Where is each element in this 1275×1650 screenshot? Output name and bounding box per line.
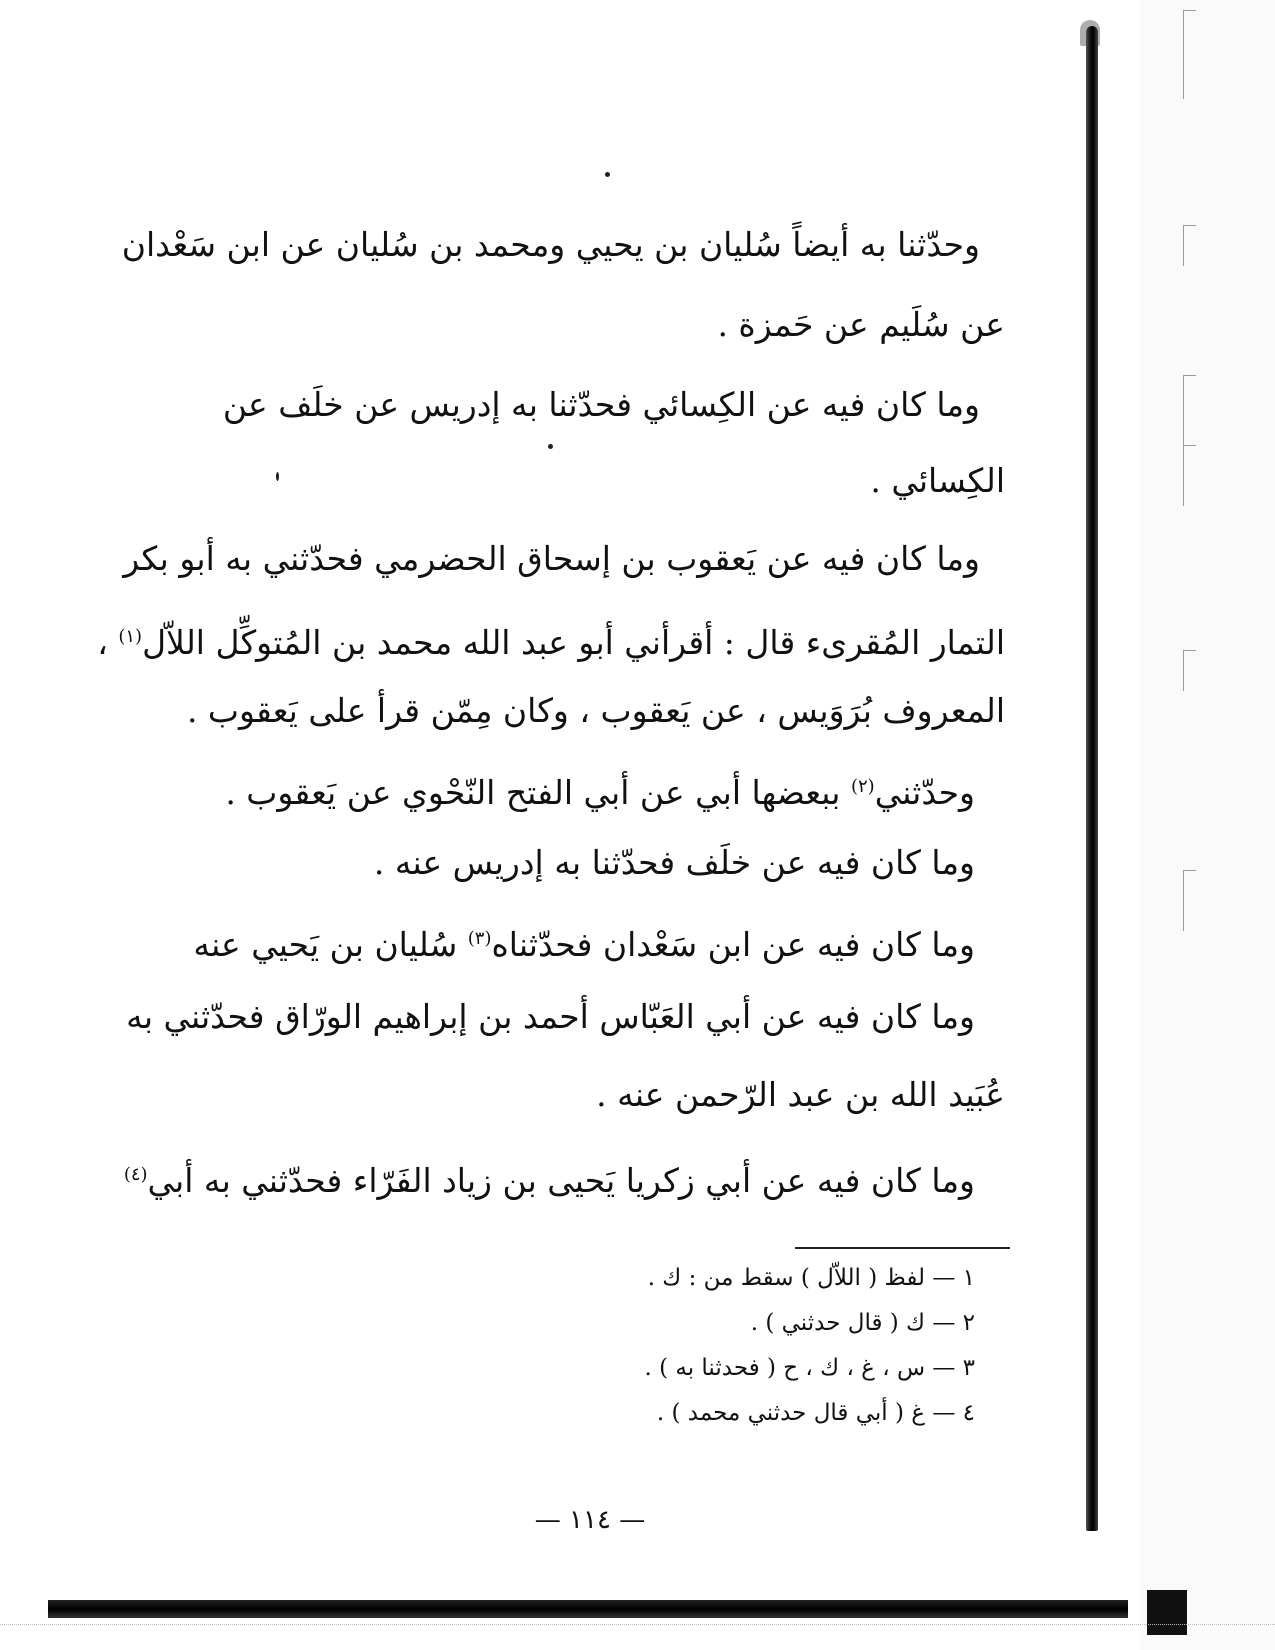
edge-mark [1183, 650, 1196, 691]
ink-speck [276, 472, 279, 481]
edge-mark [1183, 445, 1196, 506]
text-line-1: وحدّثنا به أيضاً سُليان بن يحيي ومحمد بن سُليان عن ابن سَعْدان [121, 225, 980, 264]
footnote-ref-4: (٤) [123, 1164, 148, 1185]
footnote-ref-1: (١) [118, 626, 143, 647]
text-line-7: المعروف بُرَوَيس ، عن يَعقوب ، وكان مِمّن قرأ على يَعقوب . [186, 691, 1005, 730]
edge-mark [1183, 10, 1196, 99]
footnote-ref-3: (٣) [467, 928, 492, 949]
ink-speck [605, 172, 610, 177]
page-edge [1140, 0, 1275, 1650]
binding-spine [1086, 26, 1098, 1531]
text-line-6: التمار المُقرىء قال : أقرأني أبو عبد الله محمد بن المُتوكِّل اللاّل$^{(١)}$ ، [97, 623, 1005, 662]
edge-mark [1183, 870, 1196, 931]
text-line-9: وما كان فيه عن خلَف فحدّثنا به إدريس عنه . [373, 843, 975, 882]
footnote-3: ٣ — س ، غ ، ك ، ح ( فحدثنا به ) . [644, 1355, 975, 1381]
edge-mark [1183, 225, 1196, 266]
text-line-11: وما كان فيه عن أبي العَبّاس أحمد بن إبراهيم الورّاق فحدّثني به [126, 997, 975, 1036]
ink-speck [548, 444, 553, 449]
text-line-5: وما كان فيه عن يَعقوب بن إسحاق الحضرمي فحدّثني به أبو بكر [123, 539, 980, 578]
footnote-separator [795, 1247, 1010, 1249]
text-line-10: وما كان فيه عن ابن سَعْدان فحدّثناه$^{(٣)}$ سُليان بن يَحيي عنه [193, 925, 975, 964]
footnote-1: ١ — لفظ ( اللاّل ) سقط من : ك . [647, 1265, 975, 1291]
text-line-3: وما كان فيه عن الكِسائي فحدّثنا به إدريس عن خلَف عن [222, 385, 980, 424]
text-line-4: الكِسائي . [870, 461, 1005, 500]
page-number: — ١١٤ — [534, 1505, 646, 1535]
text-line-8: وحدّثني$^{(٢)}$ ببعضها أبي عن أبي الفتح النّحْوي عن يَعقوب . [225, 773, 975, 812]
footnote-4: ٤ — غ ( أبي قال حدثني محمد ) . [656, 1400, 975, 1426]
scan-noise [0, 1624, 1275, 1635]
text-line-13: وما كان فيه عن أبي زكريا يَحيى بن زياد الفَرّاء فحدّثني به أبي$^{(٤)}$ [123, 1161, 975, 1200]
footnote-ref-2: (٢) [850, 776, 875, 797]
text-line-2: عن سُلَيم عن حَمزة . [717, 305, 1005, 344]
text-line-12: عُبَيد الله بن عبد الرّحمن عنه . [596, 1075, 1005, 1114]
footnote-2: ٢ — ك ( قال حدثني ) . [750, 1310, 975, 1336]
scan-bottom-edge [48, 1600, 1128, 1618]
